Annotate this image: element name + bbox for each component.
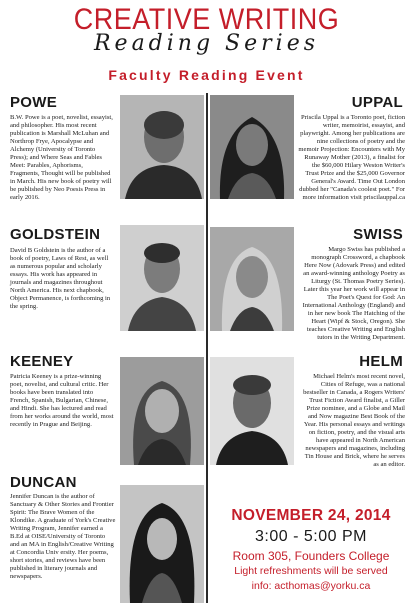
reader-bio-swiss: Margo Swiss has published a monograph Crossword, a chapbook Here Now (Adovark Press) and edited an award-winning anthology Poetry as Liturgy (St. Thomas Poetry Series). Later this year her work will appear in The Poet's Quest for God: An International Anthology (England) and in her new book The Hatching of the Heart (Wipf & Stock, Oregon). She teaches Creative Writing and English tutors in the Writing Department. xyxy=(302,246,405,341)
event-heading: Faculty Reading Event xyxy=(108,67,305,83)
event-date: NOVEMBER 24, 2014 xyxy=(231,507,391,524)
reader-photo-swiss xyxy=(210,227,294,331)
reader-photo-helm xyxy=(210,357,294,465)
reader-bio-keeney: Patricia Keeney is a prize-winning poet, novelist, and cultural critic. Her books have been translated into French, Spanish, Bulgarian, Chinese, and Hindi. She has lectured and read from her works around the world, most recently in Prague and Beijing. xyxy=(10,373,114,428)
event-contact: info: acthomas@yorku.ca xyxy=(251,580,371,592)
poster-subtitle: Reading Series xyxy=(93,31,320,56)
column-divider xyxy=(206,93,208,603)
reader-bio-powe: B.W. Powe is a poet, novelist, essayist, and philosopher. His most recent publication is Marshall McLuhan and Northrop Frye, Apocalypse and Alchemy (University of Toronto Press); and Where Seas and Fables Meet: Parables, Aphorisms, Fragments, Thought will be published in March. His new book of poetry will be published by Neo Poesis Press in early 2016. xyxy=(10,114,113,201)
reader-photo-goldstein xyxy=(120,225,204,331)
reader-photo-powe xyxy=(120,95,204,199)
reader-name-duncan: DUNCAN xyxy=(10,474,77,491)
reader-name-helm: HELM xyxy=(359,353,403,370)
reader-name-keeney: KEENEY xyxy=(10,353,74,370)
reader-name-goldstein: GOLDSTEIN xyxy=(10,226,101,243)
reader-photo-keeney xyxy=(120,357,204,465)
event-time: 3:00 - 5:00 PM xyxy=(255,528,367,545)
reader-photo-uppal xyxy=(210,95,294,199)
reader-bio-uppal: Priscila Uppal is a Toronto poet, fiction writer, memoirist, essayist, and playwright. Among her publications are nine collections of poetry and the memoir Projection: Encounters with My Runaway Mother (2013), a finalist for the $60,000 Hilary Weston Writer's Trust Prize and the $25,000 Governor General's Award. Time Out London dubbed her "Canada's coolest poet." For more information visit priscilauppal.ca xyxy=(298,114,405,201)
poster-title: CREATIVE WRITING xyxy=(73,2,340,36)
reader-bio-goldstein: David B Goldstein is the author of a book of poetry, Laws of Rest, as well as numerous popular and scholarly essays. His work has appeared in journals and magazines throughout North America. His next chapbook, Object Permanence, is forthcoming in the spring. xyxy=(10,247,111,310)
reader-name-swiss: SWISS xyxy=(353,226,403,243)
reader-bio-duncan: Jennifer Duncan is the author of Sanctuary & Other Stories and Frontier Spirit: The Brave Women of the Klondike. A graduate of York's Creative Writing Program, Jennifer earned a B.Ed at OISE/University of Toronto and an MA in English/Creative Writing at Concordia Univ ersity. Her poems, short stories, and reviews have been published in literary journals and newspapers. xyxy=(10,493,116,580)
reader-name-powe: POWE xyxy=(10,94,58,111)
event-venue: Room 305, Founders College xyxy=(232,549,390,563)
reader-name-uppal: UPPAL xyxy=(351,94,403,111)
reader-bio-helm: Michael Helm's most recent novel, Cities of Refuge, was a national bestseller in Canada, a Rogers Writers' Trust Fiction Award finalist, a Giller Prize nominee, and a Globe and Mail and Now magazine Best Book of the Year. His personal essays and writings on fiction, poetry, and the visual arts have appeared in North American newspapers and magazines, including Tin House and Brick, where he serves as an editor. xyxy=(303,373,405,468)
reader-photo-duncan xyxy=(120,485,204,603)
event-refreshments: Light refreshments will be served xyxy=(234,565,388,577)
